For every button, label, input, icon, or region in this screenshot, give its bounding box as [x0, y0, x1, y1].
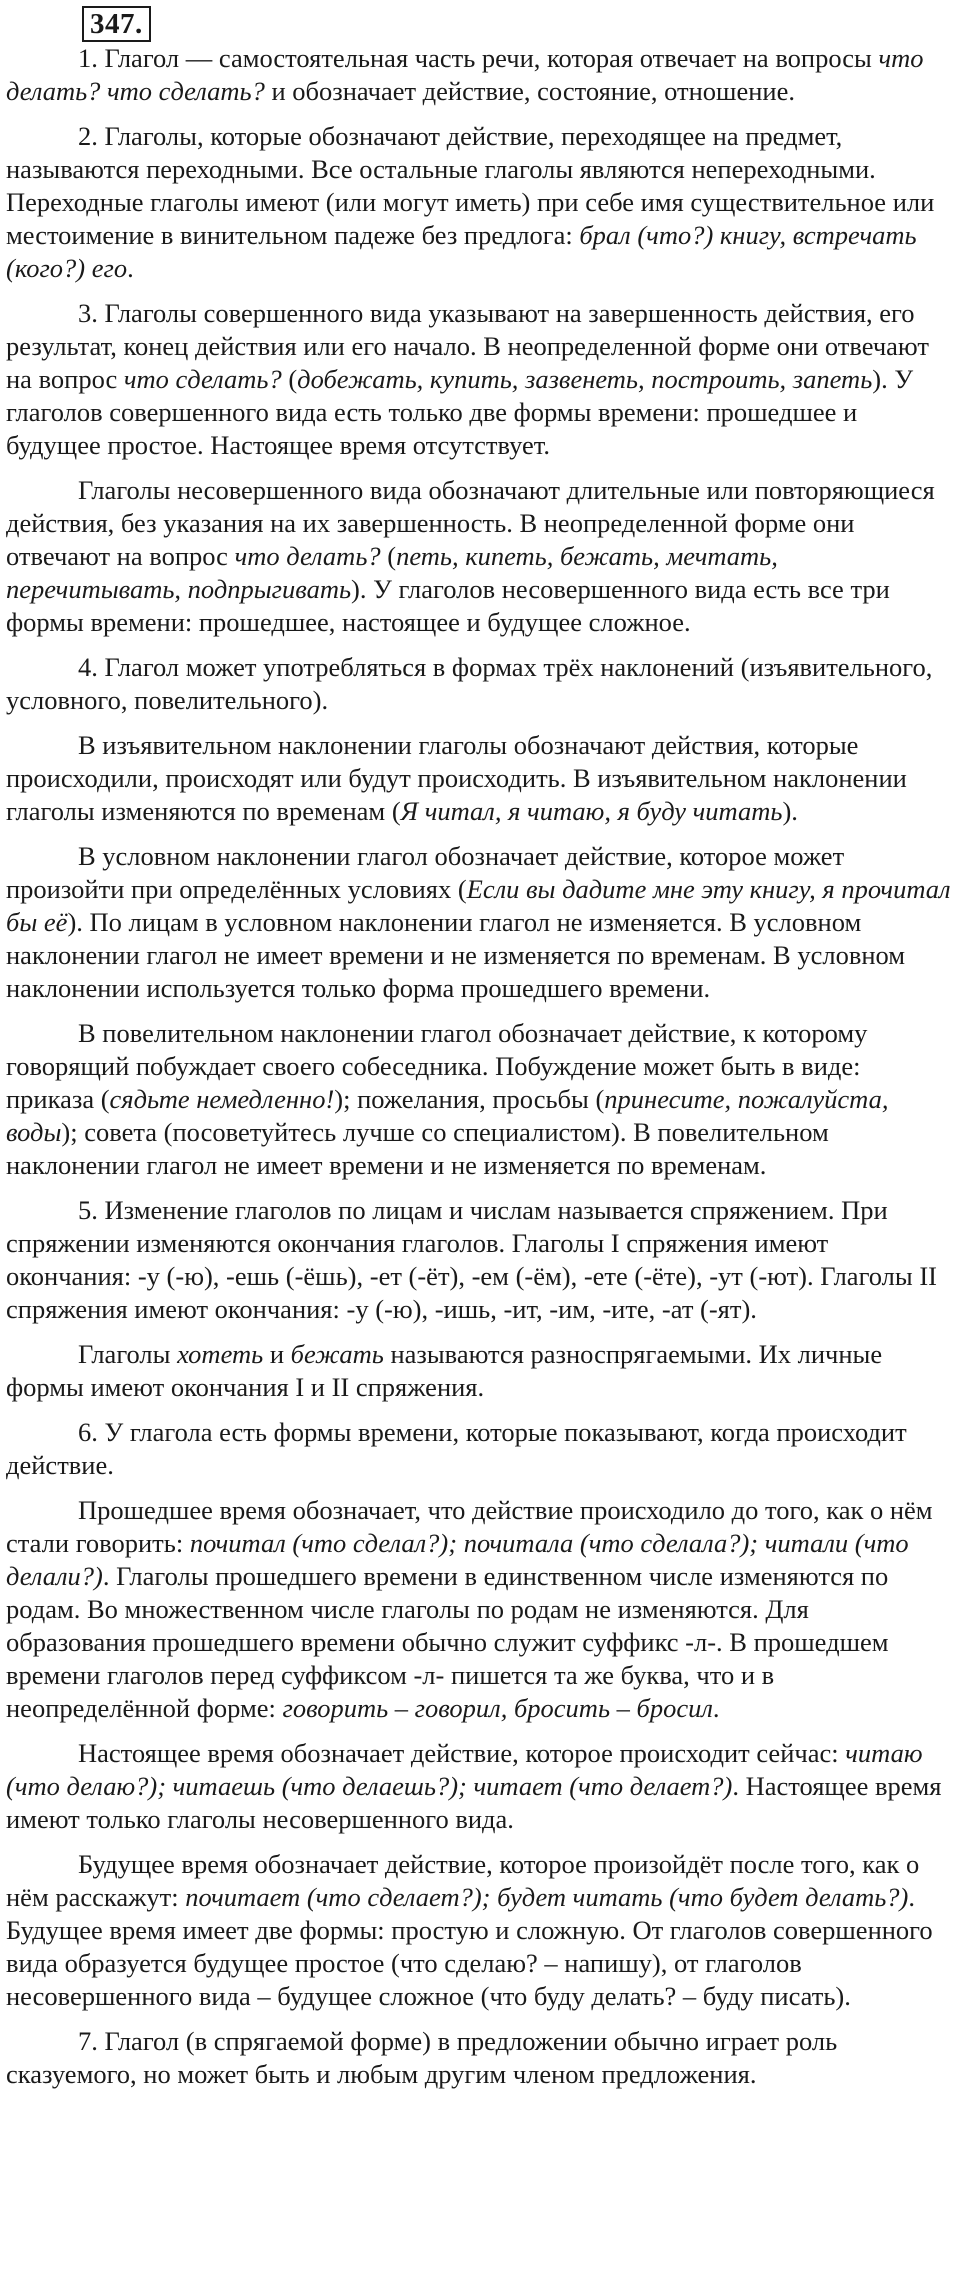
paragraph: Будущее время обозначает действие, которое произойдёт после того, как о нём расскажут: почитает (что сделает?); будет читать (что будет делать?). Будущее время имеет две формы: простую и сложную. От глаголов совершенного вида образуется будущее простое (что сделаю? – напишу), от глаголов несовершенного вида – будущее сложное (что буду делать? – буду писать). [6, 1849, 933, 2011]
paragraph: Прошедшее время обозначает, что действие происходило до того, как о нём стали говорить: почитал (что сделал?); почитала (что сделала?); читали (что делали?). Глаголы прошедшего времени в единственном числе изменяются по родам. Во множественном числе глаголы по родам не изменяются. Для образования прошедшего времени обычно служит суффикс -л-. В прошедшем времени глаголов перед суффиксом -л- пишется та же буква, что и в неопределённой форме: говорить – говорил, бросить – бросил. [6, 1495, 933, 1723]
italic-example: брал (что?) книгу, встречать (кого?) его [6, 220, 917, 283]
italic-example: сядьте немедленно! [109, 1084, 335, 1114]
italic-example: Если вы дадите мне эту книгу, я прочитал бы её [6, 874, 951, 937]
italic-example: что сделать? [123, 364, 282, 394]
task-number: 347. [82, 6, 151, 42]
italic-example: петь, кипеть, бежать, мечтать, перечитывать, подпрыгивать [6, 541, 778, 604]
italic-example: бежать [290, 1339, 384, 1369]
paragraph: 1. Глагол — самостоятельная часть речи, которая отвечает на вопросы что делать? что сделать? и обозначает действие, состояние, отношение. [6, 43, 924, 106]
italic-example: что делать? [234, 541, 381, 571]
italic-example: добежать, купить, зазвенеть, построить, запеть [297, 364, 873, 394]
italic-example: почитает (что сделает?); будет читать (что будет делать?) [185, 1882, 909, 1912]
document-body [6, 42, 954, 2091]
paragraph: Глаголы несовершенного вида обозначают длительные или повторяющиеся действия, без указания на их завершенность. В неопределенной форме они отвечают на вопрос что делать? (петь, кипеть, бежать, мечтать, перечитывать, подпрыгивать). У глаголов несовершенного вида есть все три формы времени: прошедшее, настоящее и будущее сложное. [6, 475, 935, 637]
italic-example: Я читал, я читаю, я буду читать [400, 796, 783, 826]
italic-example: говорить – говорил, бросить – бросил [282, 1693, 713, 1723]
paragraph: 7. Глагол (в спрягаемой форме) в предложении обычно играет роль сказуемого, но может быть и любым другим членом предложения. [6, 2026, 838, 2089]
italic-example: хотеть [177, 1339, 264, 1369]
paragraph: В условном наклонении глагол обозначает действие, которое может произойти при определённых условиях (Если вы дадите мне эту книгу, я прочитал бы её). По лицам в условном наклонении глагол не изменяется. В условном наклонении глагол не имеет времени и не изменяется по временам. В условном наклонении используется только форма прошедшего времени. [6, 841, 951, 1003]
paragraph: В изъявительном наклонении глаголы обозначают действия, которые происходили, происходят или будут происходить. В изъявительном наклонении глаголы изменяются по временам (Я читал, я читаю, я буду читать). [6, 730, 907, 826]
paragraph: 3. Глаголы совершенного вида указывают на завершенность действия, его результат, конец действия или его начало. В неопределенной форме они отвечают на вопрос что сделать? (добежать, купить, зазвенеть, построить, запеть). У глаголов совершенного вида есть только две формы времени: прошедшее и будущее простое. Настоящее время отсутствует. [6, 298, 929, 460]
paragraph: Настоящее время обозначает действие, которое происходит сейчас: читаю (что делаю?); читаешь (что делаешь?); читает (что делает?). Настоящее время имеют только глаголы несовершенного вида. [6, 1738, 942, 1834]
paragraph: В повелительном наклонении глагол обозначает действие, к которому говорящий побуждает своего собеседника. Побуждение может быть в виде: приказа (сядьте немедленно!); пожелания, просьбы (принесите, пожалуйста, воды); совета (посоветуйтесь лучше со специалистом). В повелительном наклонении глагол не имеет времени и не изменяется по временам. [6, 1018, 889, 1180]
paragraph: 2. Глаголы, которые обозначают действие, переходящее на предмет, называются переходными. Все остальные глаголы являются непереходными. Переходные глаголы имеют (или могут иметь) при себе имя существительное или местоимение в винительном падеже без предлога: брал (что?) книгу, встречать (кого?) его. [6, 121, 935, 283]
italic-example: что делать? что сделать? [6, 43, 924, 106]
paragraph: 6. У глагола есть формы времени, которые показывают, когда происходит действие. [6, 1417, 907, 1480]
paragraph: Глаголы хотеть и бежать называются разноспрягаемыми. Их личные формы имеют окончания I и II спряжения. [6, 1339, 883, 1402]
paragraph: 5. Изменение глаголов по лицам и числам называется спряжением. При спряжении изменяются окончания глаголов. Глаголы I спряжения имеют окончания: -у (-ю), -ешь (-ёшь), -ет (-ёт), -ем (-ём), -ете (-ёте), -ут (-ют). Глаголы II спряжения имеют окончания: -у (-ю), -ишь, -ит, -им, -ите, -ат (-ят). [6, 1195, 937, 1324]
italic-example: почитал (что сделал?); почитала (что сделала?); читали (что делали?) [6, 1528, 909, 1591]
italic-example: принесите, пожалуйста, воды [6, 1084, 889, 1147]
italic-example: читаю (что делаю?); читаешь (что делаешь?); читает (что делает?) [6, 1738, 923, 1801]
paragraph: 4. Глагол может употребляться в формах трёх наклонений (изъявительного, условного, повелительного). [6, 652, 933, 715]
